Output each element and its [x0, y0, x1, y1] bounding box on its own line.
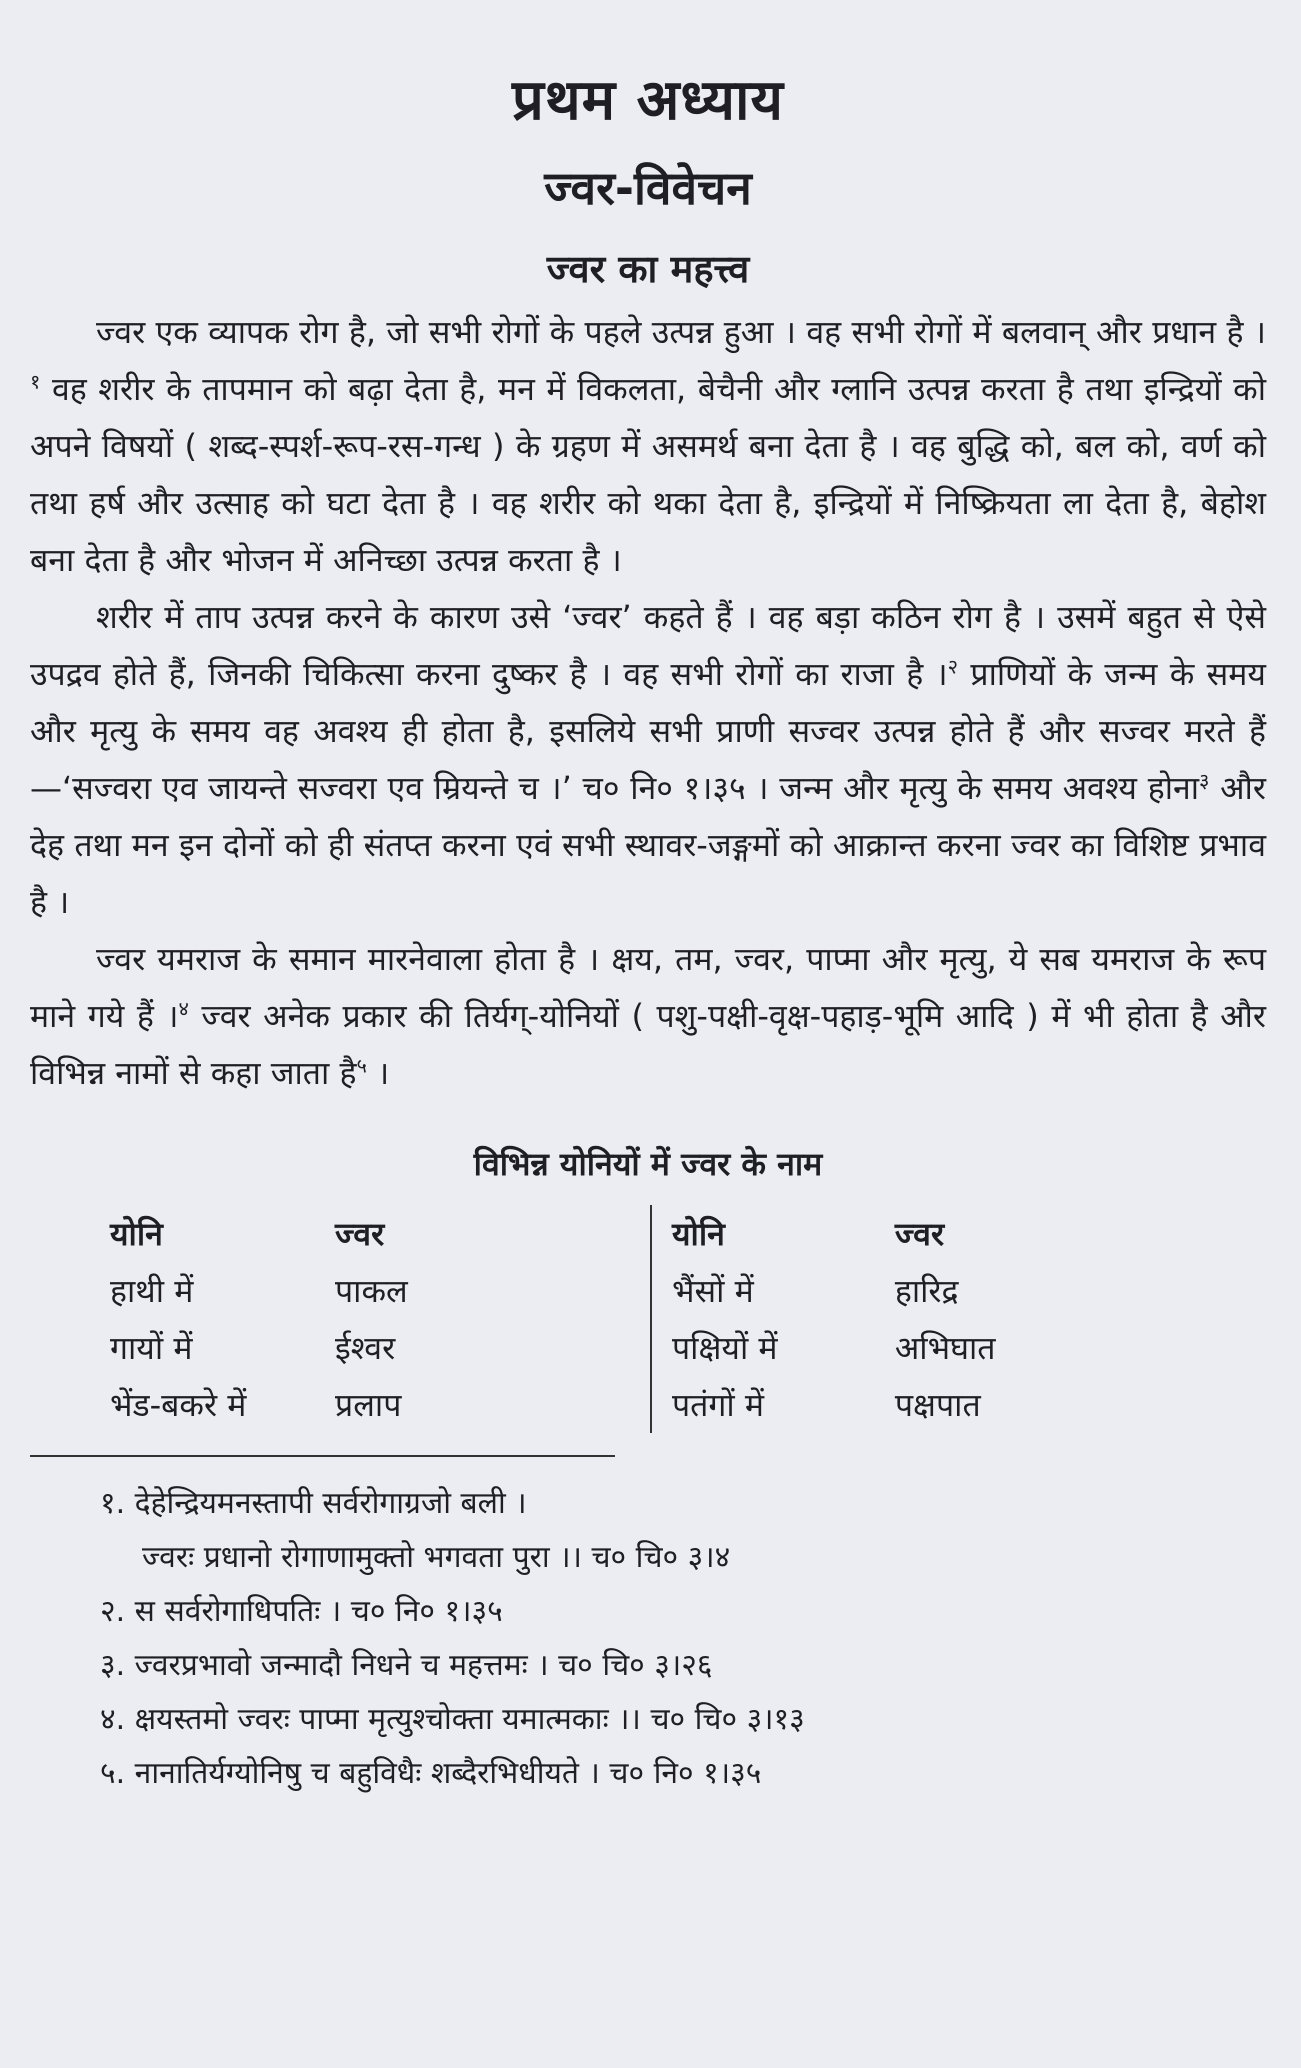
- table-header-row: [110, 1205, 650, 1262]
- section-heading: ज्वर का महत्त्व: [546, 247, 750, 291]
- table-row: पक्षियों में अभिघात: [672, 1329, 996, 1367]
- paragraph-3: ज्वर यमराज के समान मारनेवाला होता है । क्षय, तम, ज्वर, पाप्मा और मृत्यु, ये सब यमराज के रूप माने गये हैं ।$^४$ ज्वर अनेक प्रकार की तिर्यग्-योनियों ( पशु-पक्षी-वृक्ष-पहाड़-भूमि आदि ) में भी होता है और विभिन्न नामों से कहा जाता है$^५$ ।: [30, 940, 1266, 1092]
- table-row: भैंसों में हारिद्र: [672, 1272, 959, 1310]
- footnote-1: १. देहेन्द्रियमनस्तापी सर्वरोगाग्रजो बली ।: [100, 1486, 527, 1521]
- table-left-column: [110, 1205, 650, 1433]
- footnote-ref-5: ५: [356, 1053, 367, 1078]
- footnote-ref-1: १: [30, 369, 41, 394]
- table-row: हाथी में पाकल: [110, 1272, 408, 1310]
- table-row: पतंगों में पक्षपात: [672, 1386, 981, 1424]
- paragraph-1: ज्वर एक व्यापक रोग है, जो सभी रोगों के पहले उत्पन्न हुआ । वह सभी रोगों में बलवान् और प्रधान है ।$^१$ वह शरीर के तापमान को बढ़ा देता है, मन में विकलता, बेचैनी और ग्लानि उत्पन्न करता है तथा इन्द्रियों को अपने विषयों ( शब्द-स्पर्श-रूप-रस-गन्ध ) के ग्रहण में असमर्थ बना देता है । वह बुद्धि को, बल को, वर्ण को तथा हर्ष और उत्साह को घटा देता है । वह शरीर को थका देता है, इन्द्रियों में निष्क्रियता ला देता है, बेहोश बना देता है और भोजन में अनिच्छा उत्पन्न करता है ।: [30, 313, 1266, 579]
- header-yoni: योनि: [672, 1215, 725, 1253]
- footnotes: [100, 1477, 1266, 1801]
- header-yoni: योनि: [110, 1215, 163, 1253]
- chapter-subtitle: ज्वर-विवेचन: [544, 161, 752, 215]
- footnote-divider: [30, 1455, 615, 1457]
- footnote-4: ४. क्षयस्तमो ज्वरः पाप्मा मृत्युश्चोक्ता यमात्मकाः ।। च० चि० ३।१३: [100, 1702, 805, 1737]
- table-heading: विभिन्न योनियों में ज्वर के नाम: [473, 1145, 823, 1183]
- table-row: भेंड-बकरे में प्रलाप: [110, 1386, 402, 1424]
- table-row: गायों में ईश्वर: [110, 1329, 396, 1367]
- footnote-ref-4: ४: [178, 996, 189, 1021]
- header-jwar: ज्वर: [894, 1215, 945, 1253]
- footnote-ref-2: २: [947, 654, 959, 679]
- footnote-5: ५. नानातिर्यग्योनिषु च बहुविधैः शब्दैरभिधीयते । च० नि० १।३५: [100, 1756, 762, 1791]
- chapter-title: प्रथम अध्याय: [512, 68, 784, 133]
- footnote-ref-3: ३: [1199, 768, 1210, 793]
- footnote-2: २. स सर्वरोगाधिपतिः । च० नि० १।३५: [100, 1594, 503, 1629]
- footnote-3: ३. ज्वरप्रभावो जन्मादौ निधने च महत्तमः । च० चि० ३।२६: [100, 1648, 713, 1683]
- header-jwar: ज्वर: [335, 1215, 385, 1253]
- fever-names-table: [110, 1205, 1266, 1433]
- table-header-row: [672, 1205, 1192, 1262]
- footnote-1-continuation: ज्वरः प्रधानो रोगाणामुक्तो भगवता पुरा ।। च० चि० ३।४: [142, 1540, 731, 1575]
- table-right-column: [650, 1205, 1192, 1433]
- paragraph-2: शरीर में ताप उत्पन्न करने के कारण उसे ‘ज्वर’ कहते हैं । वह बड़ा कठिन रोग है । उसमें बहुत से ऐसे उपद्रव होते हैं, जिनकी चिकित्सा करना दुष्कर है । वह सभी रोगों का राजा है ।$^२$ प्राणियों के जन्म के समय और मृत्यु के समय वह अवश्य ही होता है, इसलिये सभी प्राणी सज्वर उत्पन्न होते हैं और सज्वर मरते हैं—‘सज्वरा एव जायन्ते सज्वरा एव म्रियन्ते च ।’ च० नि० १।३५ । जन्म और मृत्यु के समय अवश्य होना$^३$ और देह तथा मन इन दोनों को ही संतप्त करना एवं सभी स्थावर-जङ्गमों को आक्रान्त करना ज्वर का विशिष्ट प्रभाव है ।: [30, 598, 1266, 921]
